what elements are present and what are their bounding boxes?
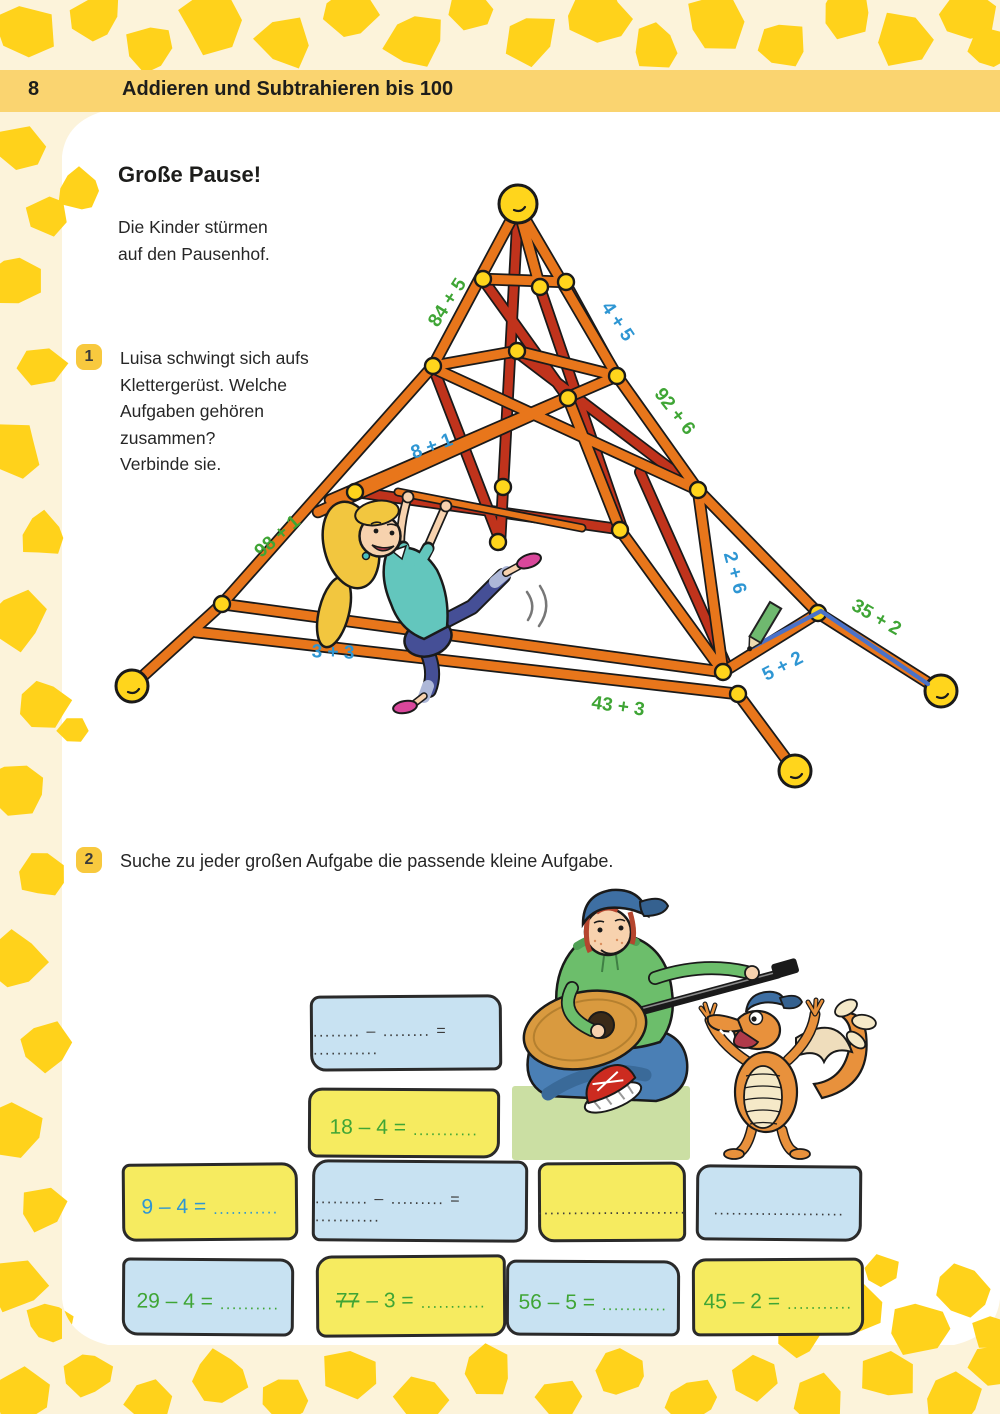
task1-instruction (120, 345, 370, 478)
rope-label-4-5[interactable]: 4 + 5 (596, 298, 639, 346)
answer-blank[interactable]: ........... (420, 1294, 487, 1312)
rope-label-43-3[interactable]: 43 + 3 (590, 692, 646, 721)
task1-line: Luisa schwingt sich aufs (120, 348, 309, 368)
section-heading: Große Pause! (118, 162, 262, 187)
rope-label-2-6[interactable]: 2 + 6 (718, 549, 751, 597)
expression: 18 – 4 = (329, 1115, 407, 1140)
page-number: 8 (28, 78, 40, 100)
answer-blank[interactable]: .......... (219, 1296, 280, 1314)
chapter-title: Addieren und Subtrahieren bis 100 (122, 78, 454, 100)
intro-text (118, 214, 270, 268)
task1-line: Verbinde sie. (120, 454, 222, 474)
answer-box[interactable] (506, 1260, 680, 1337)
border-blobs-top (0, 0, 1000, 70)
answer-box[interactable] (308, 1087, 500, 1158)
answer-box[interactable] (692, 1258, 864, 1337)
rope-label-35-2[interactable]: 35 + 2 (847, 595, 905, 641)
task1-number-badge: 1 (76, 344, 102, 370)
intro-line: auf den Pausenhof. (118, 244, 270, 264)
answer-blank[interactable]: ........... (213, 1200, 279, 1218)
answer-box[interactable] (538, 1162, 686, 1243)
expression: – 3 = (366, 1288, 414, 1313)
answer-blank[interactable]: ...................... (713, 1201, 845, 1220)
rope-label-98-1[interactable]: 98 + 1 (250, 511, 305, 563)
rope-label-5-2[interactable]: 5 + 2 (758, 647, 807, 686)
task1-line: Aufgaben gehören (120, 401, 265, 421)
expression: 29 – 4 = (136, 1289, 214, 1314)
rope-label-3-3[interactable]: 3 + 3 (311, 641, 355, 664)
answer-box[interactable] (310, 994, 503, 1071)
rope-label-84-5[interactable]: 84 + 5 (424, 274, 471, 331)
task1-line: zusammen? (120, 427, 216, 448)
answer-blank[interactable]: ........... (601, 1297, 668, 1315)
expression: 45 – 2 = (703, 1289, 781, 1314)
boy-and-dragon-illustration (480, 860, 900, 1170)
answer-blank[interactable]: ........... (787, 1295, 853, 1313)
task1-line: Klettergerüst. Welche (120, 374, 287, 395)
dragon-illustration (701, 992, 877, 1159)
answer-box[interactable] (122, 1162, 299, 1242)
task2-instruction: Suche zu jeder großen Aufgabe die passende kleine Aufgabe. (120, 851, 614, 871)
intro-line: Die Kinder stürmen (118, 217, 268, 237)
answer-blank[interactable]: ......... – ......... = ........... (314, 1190, 462, 1226)
answer-box[interactable] (696, 1164, 863, 1241)
answer-box[interactable] (122, 1257, 295, 1336)
task2-number-badge: 2 (76, 847, 102, 873)
expression: 56 – 5 = (518, 1290, 596, 1315)
answer-box[interactable] (312, 1159, 529, 1243)
answer-blank[interactable]: ........... (412, 1122, 479, 1140)
rope-label-8-1[interactable]: 8 + 1 (408, 429, 456, 464)
struck-value: 77 (335, 1289, 360, 1313)
boy-guitar-illustration (516, 890, 799, 1119)
expression: 9 – 4 = (141, 1195, 207, 1219)
girl-illustration (311, 492, 547, 715)
answer-blank[interactable]: ......................... (537, 1200, 687, 1219)
answer-box[interactable] (316, 1254, 507, 1337)
seat-block (512, 1086, 690, 1160)
answer-blank[interactable]: ........ – ........ = ........... (312, 1022, 448, 1059)
rope-label-92-6[interactable]: 92 + 6 (649, 384, 700, 440)
